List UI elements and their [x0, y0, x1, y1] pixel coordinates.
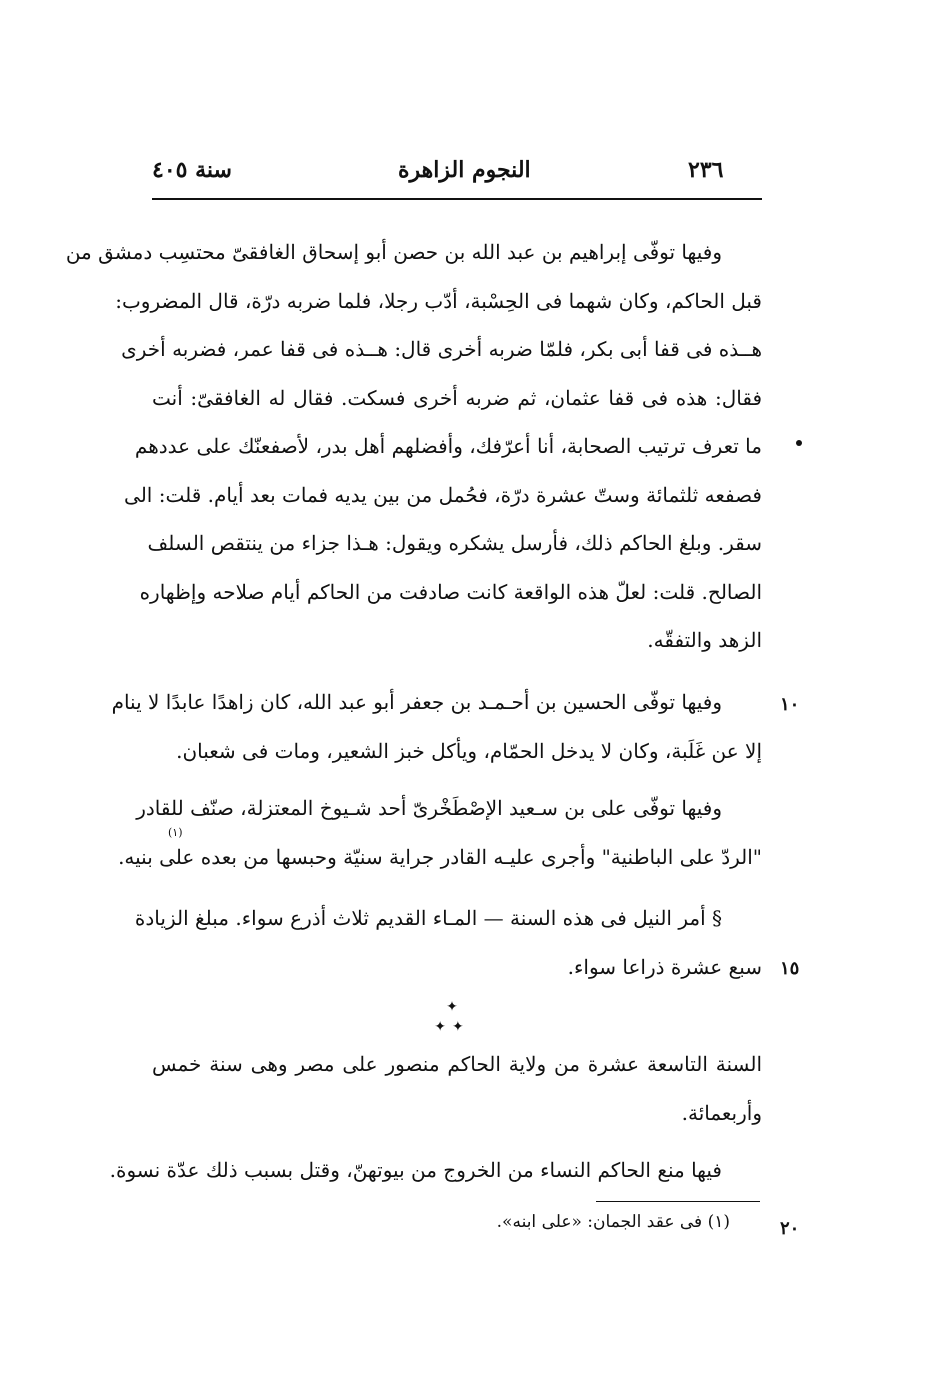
running-title: النجوم الزاهرة [398, 157, 531, 183]
text-line: الصالح. قلت: لعلّ هذه الواقعة كانت صادفت من الحاكم أيام صلاحه وإظهاره [139, 579, 762, 604]
text-line: سقر. وبلغ الحاكم ذلك، فأرسل يشكره ويقول: هـذا جزاء من ينتقص السلف [147, 531, 762, 555]
paragraph-husayn [111, 678, 762, 775]
page-number: ٢٣٦ [688, 157, 724, 183]
text-line: فصفعه ثلثمائة وستّ عشرة درّة، فحُمل من بين يديه فمات بعد أيام. قلت: الى [124, 482, 762, 507]
header-rule [152, 198, 762, 200]
text-line: وفيها توفّى إبراهيم بن عبد الله بن حصن أبو إسحاق الغافقىّ محتسِب دمشق من [65, 240, 722, 264]
text-line: "الردّ على الباطنية" وأجرى عليـه القادر جراية سنيّة وحبسها من بعده على بنيه. [118, 844, 762, 869]
paragraph-ghafiqi [65, 228, 762, 665]
paragraph-istakhri [118, 784, 762, 881]
footnote: (١) فى عقد الجمان: «على ابنه». [496, 1212, 730, 1232]
text-line: سبع عشرة ذراعا سواء. [567, 954, 762, 979]
margin-number-10: ١٠ [780, 694, 800, 715]
text-line: § أمر النيل فى هذه السنة — المـاء القديم ثلاث أذرع سواء. مبلغ الزيادة [134, 906, 722, 930]
text-line: ما تعرف ترتيب الصحابة، أنا أعرّفك، وأفضلهم أهل بدر، لأصفعنّك على عددهم [134, 434, 762, 458]
separator-star: ✦ [452, 1019, 470, 1035]
text-line: الزهد والتفقّه. [647, 628, 762, 652]
footnote-rule [596, 1201, 760, 1202]
section-separator [432, 1000, 472, 1034]
paragraph-nile [134, 894, 762, 991]
separator-star: ✦ [446, 999, 458, 1015]
margin-number-20: ٢٠ [780, 1218, 800, 1239]
margin-number-15: ١٥ [780, 958, 800, 979]
paragraph-year-heading [152, 1040, 762, 1137]
text-line: فقال: هذه فى قفا عثمان، ثم ضربه أخرى فسكت. فقال له الغافقىّ: أنت [152, 385, 762, 410]
year-heading: سنة ٤٠٥ [152, 157, 232, 183]
separator-star: ✦ [434, 1019, 452, 1035]
paragraph-women [109, 1146, 762, 1195]
text-line: قبل الحاكم، وكان شهما فى الحِسْبة، أدّب رجلا، فلما ضربه درّة، قال المضروب: [115, 288, 762, 313]
text-line: فيها منع الحاكم النساء من الخروج من بيوتهنّ، وقتل بسبب ذلك عدّة نسوة. [109, 1158, 722, 1182]
text-line: وفيها توفّى على بن سـعيد الإصْطَخْرىّ أحد شـيوخ المعتزلة، صنّف للقادر [136, 796, 722, 820]
footnote-marker: (١) [168, 826, 183, 839]
margin-dot [796, 440, 802, 446]
text-line: إلا عن غَلَبة، وكان لا يدخل الحمّام، ويأكل خبز الشعير، ومات فى شعبان. [176, 738, 762, 763]
text-line: السنة التاسعة عشرة من ولاية الحاكم منصور على مصر وهى سنة خمس [152, 1052, 762, 1076]
text-line: وأربعمائة. [681, 1100, 762, 1125]
text-line: هــذه فى قفا أبى بكر، فلمّا ضربه أخرى قال: هــذه فى قفا عمر، فضربه أخرى [121, 337, 762, 361]
text-line: وفيها توفّى الحسين بن أحـمـد بن جعفر أبو عبد الله، كان زاهدًا عابدًا لا ينام [111, 690, 722, 714]
